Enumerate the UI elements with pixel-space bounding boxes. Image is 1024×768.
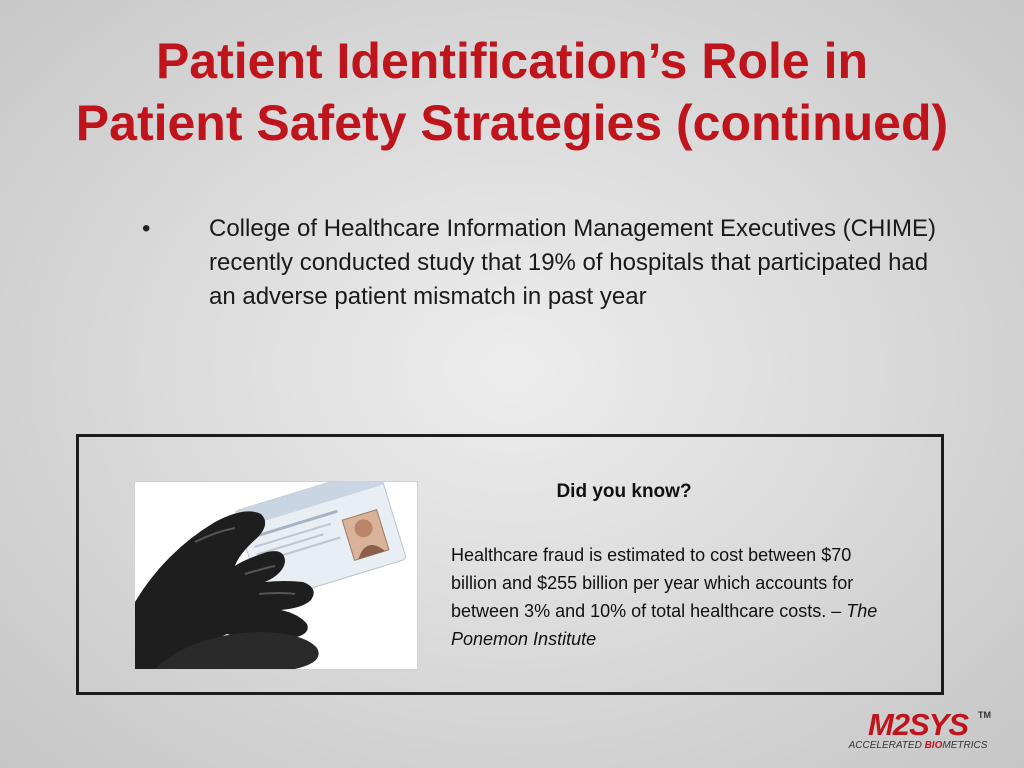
callout-fact xyxy=(451,541,891,653)
callout-heading: Did you know? xyxy=(556,481,692,502)
m2sys-logo xyxy=(838,708,998,758)
logo-tagline-part-2: BIO xyxy=(924,740,943,751)
logo-tagline-part-1: ACCELERATED xyxy=(848,740,925,751)
callout-fact-body: Healthcare fraud is estimated to cost between $70 billion and $255 billion per year which accounts for between 3% and 10% of total healthcare costs. – xyxy=(451,545,854,621)
slide-title-line-2: Patient Safety Strategies (continued) xyxy=(75,95,949,151)
bullet-item xyxy=(140,212,960,314)
slide-title xyxy=(0,30,1024,154)
gloved-hand-id-card-image xyxy=(134,481,418,670)
gloved-hand-id-card-illustration xyxy=(135,482,417,669)
bullet-marker: • xyxy=(142,215,151,242)
did-you-know-callout xyxy=(76,434,944,695)
logo-trademark: TM xyxy=(978,710,991,720)
logo-tagline xyxy=(838,740,998,751)
logo-wordmark: M2SYS xyxy=(867,707,969,742)
bullet-text: College of Healthcare Information Management Executives (CHIME) recently conducted study that 19% of hospitals that participated had an adverse patient mismatch in past year xyxy=(209,215,936,310)
logo-tagline-part-3: METRICS xyxy=(942,740,988,751)
bullet-list xyxy=(140,212,960,314)
slide-title-line-1: Patient Identification’s Role in xyxy=(155,33,869,89)
callout-fact-source: The Ponemon Institute xyxy=(451,601,878,649)
